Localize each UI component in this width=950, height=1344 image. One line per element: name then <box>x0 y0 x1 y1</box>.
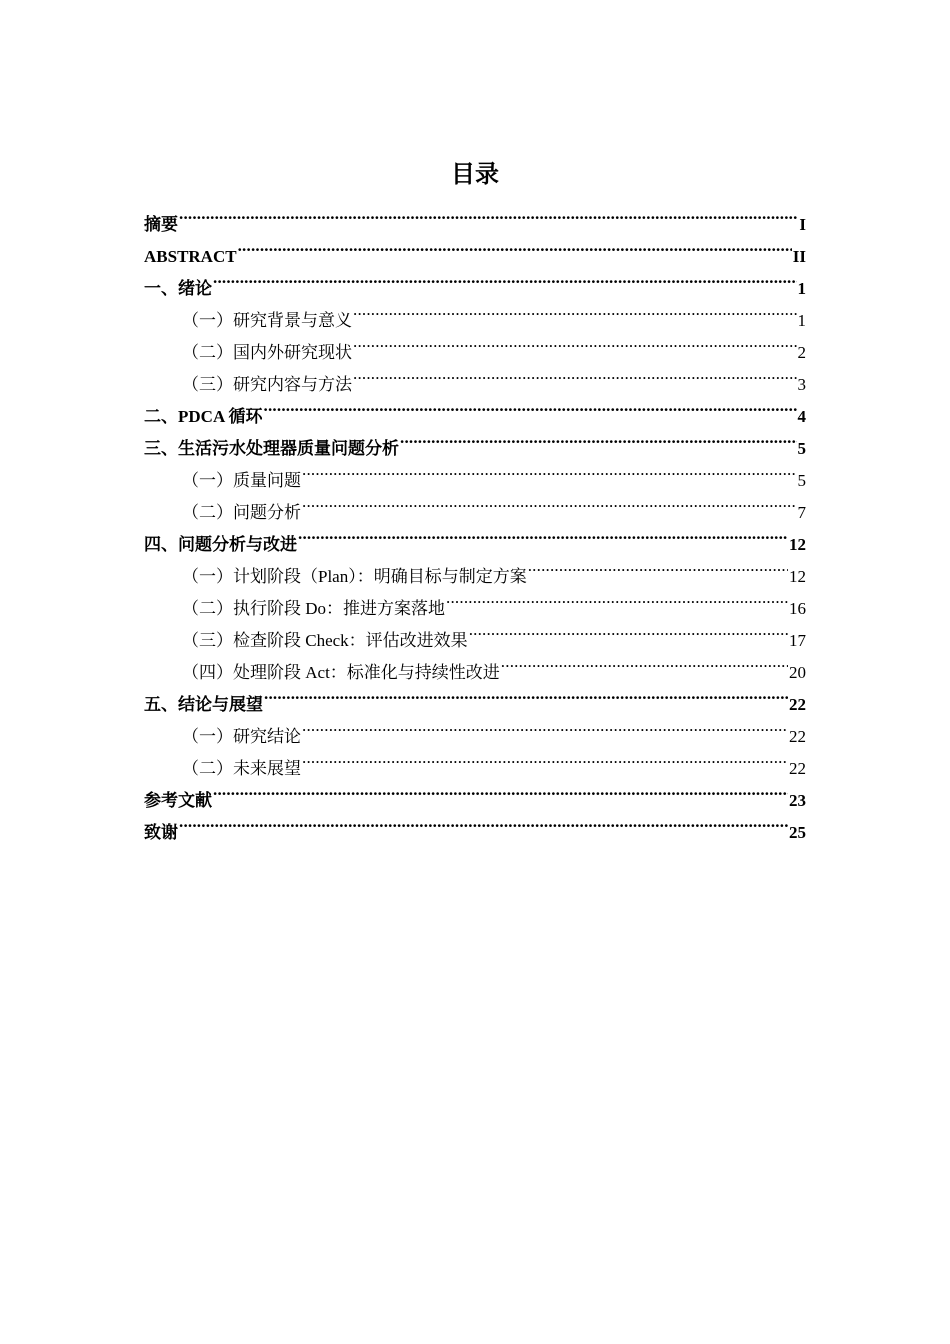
toc-entry[interactable] <box>144 230 806 266</box>
toc-entry-page: 2 <box>797 343 806 362</box>
toc-entry-label: （二）执行阶段 Do：推进方案落地 <box>182 599 446 618</box>
toc-entry-label: （二）国内外研究现状 <box>182 343 352 362</box>
dot-leader <box>528 550 788 582</box>
dot-leader <box>264 390 797 422</box>
dot-leader <box>213 262 797 294</box>
toc-entry-page: 25 <box>789 823 806 842</box>
toc-entry-page: 7 <box>797 503 806 522</box>
toc-entry-label: 四、问题分析与改进 <box>144 535 297 554</box>
toc-entry-page: 16 <box>789 599 806 618</box>
dot-leader <box>298 518 788 550</box>
toc-entry-page: 12 <box>789 535 806 554</box>
toc-entry-page: 5 <box>797 471 806 490</box>
dot-leader <box>213 774 788 806</box>
dot-leader <box>353 326 797 358</box>
toc-entry-page: 12 <box>789 567 806 586</box>
toc-entry-label: 一、绪论 <box>144 279 212 298</box>
toc-entry-label: （三）研究内容与方法 <box>182 375 352 394</box>
toc-entry-page: 5 <box>797 439 806 458</box>
toc-entry-page: 4 <box>797 407 806 426</box>
toc-entry-label: （二）未来展望 <box>182 759 301 778</box>
dot-leader <box>238 230 792 262</box>
toc-entry-label: 摘要 <box>144 215 178 234</box>
toc-entry-page: 17 <box>789 631 806 650</box>
dot-leader <box>302 710 788 742</box>
dot-leader <box>302 486 797 518</box>
toc-entry-page: 1 <box>797 279 806 298</box>
toc-entry-label: 三、生活污水处理器质量问题分析 <box>144 439 399 458</box>
dot-leader <box>501 646 788 678</box>
toc-entry-page: 22 <box>789 759 806 778</box>
toc-entry-page: 23 <box>789 791 806 810</box>
dot-leader <box>353 294 797 326</box>
toc-entry-page: 22 <box>789 727 806 746</box>
toc-entry-page: 3 <box>797 375 806 394</box>
dot-leader <box>302 742 788 774</box>
toc-entry-label: （一）计划阶段（Plan）：明确目标与制定方案 <box>182 567 527 586</box>
dot-leader <box>179 806 788 838</box>
dot-leader <box>400 422 797 454</box>
dot-leader <box>302 454 797 486</box>
toc-entry-label: 五、结论与展望 <box>144 695 263 714</box>
toc-entry-label: ABSTRACT <box>144 247 237 266</box>
toc-entry[interactable] <box>144 262 806 298</box>
toc-entry-page: 20 <box>789 663 806 682</box>
toc-entry-page: I <box>799 215 806 234</box>
toc-entry-label: 参考文献 <box>144 791 212 810</box>
dot-leader <box>179 198 798 230</box>
dot-leader <box>353 358 797 390</box>
toc-entry-page: 1 <box>797 311 806 330</box>
table-of-contents <box>144 198 806 842</box>
toc-title: 目录 <box>451 160 499 188</box>
toc-entry-label: 致谢 <box>144 823 178 842</box>
dot-leader <box>264 678 788 710</box>
dot-leader <box>469 614 788 646</box>
toc-entry-label: （一）研究结论 <box>182 727 301 746</box>
toc-entry[interactable] <box>144 806 806 842</box>
toc-entry-label: （一）质量问题 <box>182 471 301 490</box>
toc-entry-label: 二、PDCA 循环 <box>144 407 263 426</box>
toc-entry-label: （二）问题分析 <box>182 503 301 522</box>
toc-entry[interactable] <box>144 198 806 234</box>
toc-subentry[interactable] <box>144 294 806 330</box>
dot-leader <box>446 582 788 614</box>
toc-entry-page: II <box>792 247 806 266</box>
toc-entry-label: （一）研究背景与意义 <box>182 311 352 330</box>
toc-entry-page: 22 <box>789 695 806 714</box>
toc-entry[interactable] <box>144 774 806 810</box>
toc-entry-label: （四）处理阶段 Act：标准化与持续性改进 <box>182 663 500 682</box>
toc-entry-label: （三）检查阶段 Check：评估改进效果 <box>182 631 468 650</box>
